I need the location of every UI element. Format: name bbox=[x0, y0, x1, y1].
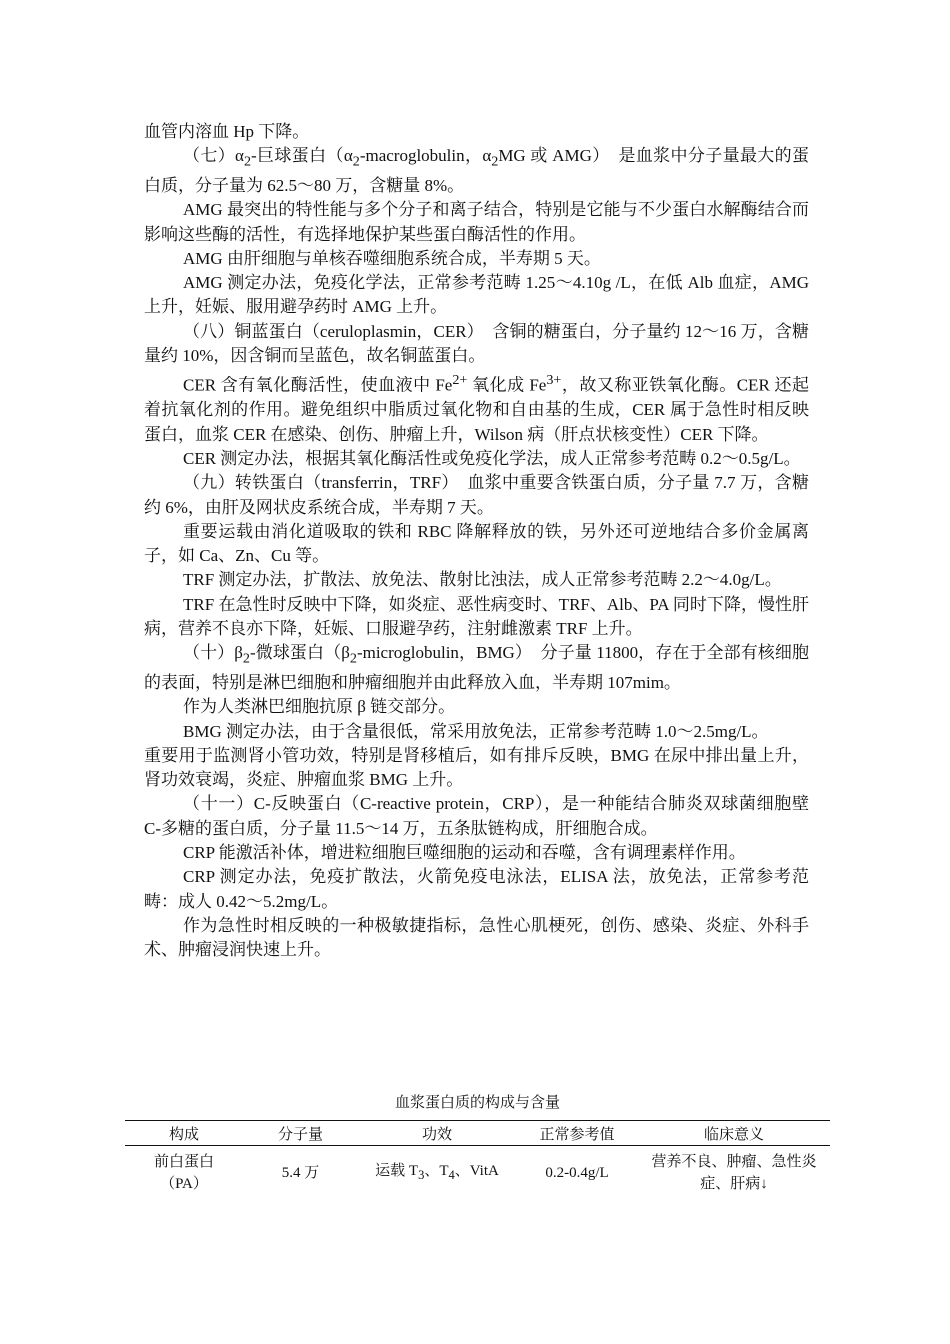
table-title: 血浆蛋白质的构成与含量 bbox=[394, 1095, 560, 1111]
table-header-cell: 功效 bbox=[358, 1121, 516, 1146]
paragraph: TRF 测定办法，扩散法、放免法、散射比浊法，成人正常参考范畴 2.2～4.0g/L。 bbox=[183, 570, 782, 590]
paragraph: （七）$\alpha_2-$巨球蛋白（$\alpha_2$-macroglobulin，$\alpha_2MG$ 或 AMG） 是血浆中分子量最大的蛋白质，分子量为 62.5～80 万，含糖量 8%。 bbox=[144, 146, 809, 195]
table-header-cell: 构成 bbox=[125, 1121, 243, 1146]
paragraph: CRP 测定办法，免疫扩散法，火箭免疫电泳法，ELISA 法，放免法，正常参考范畴：成人 0.42～5.2mg/L。 bbox=[144, 867, 809, 911]
table-cell: 营养不良、肿瘤、急性炎 症、肝病↓ bbox=[651, 1154, 817, 1192]
paragraph: 重要用于监测肾小管功效，特别是肾移植后，如有排斥反映，BMG 在尿中排出量上升，肾功效衰竭，炎症、肿瘤血浆 BMG 上升。 bbox=[144, 745, 809, 790]
table-cell: 0.2-0.4g/L bbox=[545, 1165, 609, 1181]
paragraph: AMG 由肝细胞与单核吞噬细胞系统合成，半寿期 5 天。 bbox=[183, 248, 601, 268]
paragraph: 血管内溶血 Hp 下降。 bbox=[144, 122, 310, 141]
table-header-cell: 临床意义 bbox=[638, 1121, 830, 1146]
paragraph: （八）铜蓝蛋白（ceruloplasmin，CER） 含铜的糖蛋白，分子量约 12～16 万，含糖量约 10%，因含铜而呈蓝色，故名铜蓝蛋白。 bbox=[144, 321, 809, 366]
table-body bbox=[125, 1146, 830, 1201]
protein-table-section bbox=[125, 1092, 830, 1200]
table-header-cell: 分子量 bbox=[243, 1121, 358, 1146]
paragraph: 作为人类淋巴细胞抗原 β 链交部分。 bbox=[183, 697, 456, 717]
table-header-cell: 正常参考值 bbox=[516, 1121, 638, 1146]
document-body bbox=[144, 120, 809, 963]
paragraph: CRP 能激活补体，增进粒细胞巨噬细胞的运动和吞噬，含有调理素样作用。 bbox=[183, 843, 746, 863]
paragraph: 作为急性时相反映的一种极敏捷指标，急性心肌梗死，创伤、感染、炎症、外科手术、肿瘤浸润快速上升。 bbox=[144, 915, 809, 960]
protein-table bbox=[125, 1120, 830, 1200]
paragraph: CER 含有氧化酶活性，使血液中 $Fe^{2+}$ 氧化成 $Fe^{3+}$，故又称亚铁氧化酶。CER 还起着抗氧化剂的作用。避免组织中脂质过氧化物和自由基的生成，CER 属于急性时相反映蛋白，血浆 CER 在感染、创伤、肿瘤上升，Wilson 病（肝点状核变性）CER 下降。 bbox=[144, 372, 809, 444]
paragraph: （十一）C-反映蛋白（C-reactive protein，CRP），是一种能结合肺炎双球菌细胞壁 C-多糖的蛋白质，分子量 11.5～14 万，五条肽链构成，肝细胞合成。 bbox=[144, 794, 809, 838]
paragraph: CER 测定办法，根据其氧化酶活性或免疫化学法，成人正常参考范畴 0.2～0.5g/L。 bbox=[183, 448, 801, 468]
table-cell: 前白蛋白 （PA） bbox=[153, 1154, 214, 1192]
paragraph: （九）转铁蛋白（transferrin，TRF） 血浆中重要含铁蛋白质，分子量 7.7 万，含糖约 6%，由肝及网状皮系统合成，半寿期 7 天。 bbox=[144, 473, 809, 517]
table-row bbox=[125, 1146, 830, 1201]
table-header-row bbox=[125, 1121, 830, 1146]
paragraph: 重要运载由消化道吸取的铁和 RBC 降解释放的铁，另外还可逆地结合多价金属离子，如 Ca、Zn、Cu 等。 bbox=[144, 521, 809, 566]
paragraph: AMG 最突出的特性能与多个分子和离子结合，特别是它能与不少蛋白水解酶结合而影响这些酶的活性，有选择地保护某些蛋白酶活性的作用。 bbox=[144, 200, 809, 244]
table-cell: 运载 $T_3$、$T_4$、VitA bbox=[375, 1163, 499, 1182]
paragraph: （十）$\beta_2-$微球蛋白（$\beta_2$-microglobulin，BMG） 分子量 11800，存在于全部有核细胞的表面，特别是淋巴细胞和肿瘤细胞并由此释放入血，半寿期 107mim。 bbox=[144, 643, 809, 692]
paragraph: BMG 测定办法，由于含量很低，常采用放免法，正常参考范畴 1.0～2.5mg/L。 bbox=[183, 721, 769, 741]
paragraph: AMG 测定办法，免疫化学法，正常参考范畴 1.25～4.10g /L，在低 Alb 血症，AMG 上升，妊娠、服用避孕药时 AMG 上升。 bbox=[144, 273, 809, 317]
paragraph: TRF 在急性时反映中下降，如炎症、恶性病变时、TRF、Alb、PA 同时下降，慢性肝病，营养不良亦下降，妊娠、口服避孕药，注射雌激素 TRF 上升。 bbox=[144, 594, 809, 638]
table-cell: 5.4 万 bbox=[281, 1165, 320, 1181]
